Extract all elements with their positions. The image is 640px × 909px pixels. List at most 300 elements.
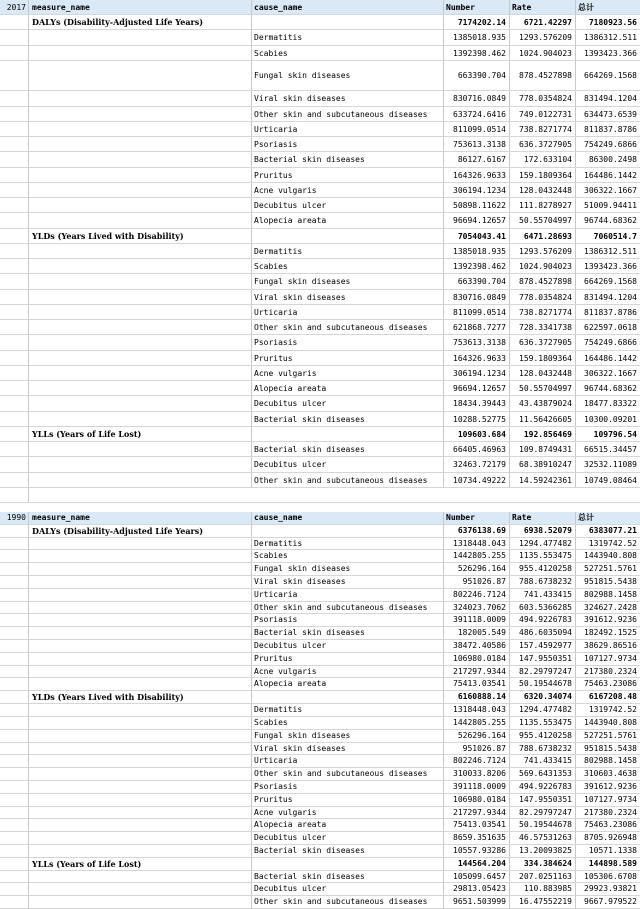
total-cell[interactable]: 527251.5761 — [575, 563, 640, 575]
number-cell[interactable]: 105099.6457 — [443, 871, 509, 883]
cause-name-cell[interactable]: Other skin and subcutaneous diseases — [251, 768, 443, 780]
year-cell[interactable] — [0, 576, 29, 588]
number-header[interactable]: Number — [443, 0, 509, 14]
total-cell[interactable]: 391612.9236 — [575, 781, 640, 793]
cause-name-cell[interactable]: Decubitus ulcer — [251, 832, 443, 844]
number-cell[interactable]: 6160888.14 — [443, 691, 509, 703]
rate-cell[interactable]: 111.8278927 — [509, 198, 575, 212]
year-cell[interactable] — [0, 396, 29, 410]
year-cell[interactable] — [0, 768, 29, 780]
rate-header[interactable]: Rate — [509, 0, 575, 14]
rate-cell[interactable]: 13.20093825 — [509, 845, 575, 857]
year-cell[interactable] — [0, 244, 29, 258]
number-cell[interactable]: 1392398.462 — [443, 259, 509, 273]
total-cell[interactable]: 6167208.48 — [575, 691, 640, 703]
number-cell[interactable]: 9651.503999 — [443, 896, 509, 908]
rate-cell[interactable]: 778.0354824 — [509, 290, 575, 304]
number-cell[interactable]: 526296.164 — [443, 730, 509, 742]
year-cell[interactable] — [0, 883, 29, 895]
rate-cell[interactable]: 636.3727905 — [509, 335, 575, 349]
cause-name-cell[interactable]: Psoriasis — [251, 335, 443, 349]
number-cell[interactable]: 10557.93286 — [443, 845, 509, 857]
total-cell[interactable]: 811837.8786 — [575, 305, 640, 319]
number-cell[interactable]: 802246.7124 — [443, 589, 509, 601]
total-cell[interactable]: 1443940.808 — [575, 717, 640, 729]
rate-cell[interactable]: 1135.553475 — [509, 717, 575, 729]
total-cell[interactable]: 10571.1338 — [575, 845, 640, 857]
year-cell[interactable] — [0, 627, 29, 639]
rate-cell[interactable]: 1293.576209 — [509, 30, 575, 44]
total-cell[interactable]: 324627.2428 — [575, 602, 640, 614]
year-cell[interactable] — [0, 61, 29, 90]
year-cell[interactable] — [0, 832, 29, 844]
cause-name-cell[interactable]: Acne vulgaris — [251, 807, 443, 819]
year-cell[interactable] — [0, 137, 29, 151]
rate-cell[interactable]: 494.9226783 — [509, 781, 575, 793]
rate-cell[interactable]: 636.3727905 — [509, 137, 575, 151]
year-cell[interactable] — [0, 412, 29, 426]
year-cell[interactable] — [0, 794, 29, 806]
cause-name-cell[interactable]: Fungal skin diseases — [251, 730, 443, 742]
year-cell[interactable] — [0, 704, 29, 716]
total-cell[interactable]: 217380.2324 — [575, 666, 640, 678]
year-cell[interactable] — [0, 335, 29, 349]
year-cell[interactable] — [0, 366, 29, 380]
cause-cell[interactable] — [251, 15, 443, 29]
cause-cell[interactable] — [251, 858, 443, 870]
rate-cell[interactable]: 6938.52079 — [509, 525, 575, 537]
number-cell[interactable]: 1318448.043 — [443, 538, 509, 550]
cause-name-cell[interactable]: Fungal skin diseases — [251, 61, 443, 90]
cause-name-cell[interactable]: Bacterial skin diseases — [251, 412, 443, 426]
total-cell[interactable]: 107127.9734 — [575, 653, 640, 665]
number-cell[interactable]: 306194.1234 — [443, 183, 509, 197]
total-cell[interactable]: 86300.2498 — [575, 152, 640, 166]
year-cell[interactable] — [0, 488, 29, 502]
total-cell[interactable]: 664269.1568 — [575, 274, 640, 288]
total-cell[interactable]: 951815.5438 — [575, 743, 640, 755]
rate-cell[interactable]: 738.8271774 — [509, 305, 575, 319]
cause-name-cell[interactable]: Psoriasis — [251, 614, 443, 626]
year-cell[interactable] — [0, 213, 29, 227]
rate-cell[interactable]: 1294.477482 — [509, 538, 575, 550]
year-cell[interactable] — [0, 381, 29, 395]
cause-name-cell[interactable]: Scabies — [251, 550, 443, 562]
year-cell[interactable] — [0, 563, 29, 575]
rate-cell[interactable]: 334.384624 — [509, 858, 575, 870]
year-cell[interactable] — [0, 305, 29, 319]
cause-name-cell[interactable]: Pruritus — [251, 794, 443, 806]
cause-name-cell[interactable]: Bacterial skin diseases — [251, 845, 443, 857]
cause-name-cell[interactable]: Acne vulgaris — [251, 366, 443, 380]
total-cell[interactable]: 1443940.808 — [575, 550, 640, 562]
total-cell[interactable]: 32532.11089 — [575, 457, 640, 471]
rate-cell[interactable]: 82.29797247 — [509, 807, 575, 819]
total-cell[interactable]: 306322.1667 — [575, 366, 640, 380]
rate-cell[interactable]: 486.6035094 — [509, 627, 575, 639]
year-cell[interactable] — [0, 107, 29, 121]
year-cell[interactable] — [0, 30, 29, 44]
year-cell[interactable] — [0, 274, 29, 288]
total-cell[interactable]: 622597.0618 — [575, 320, 640, 334]
rate-cell[interactable]: 738.8271774 — [509, 122, 575, 136]
year-cell[interactable] — [0, 653, 29, 665]
measure-header[interactable]: measure_name — [32, 3, 90, 12]
cause-name-cell[interactable]: Alopecia areata — [251, 381, 443, 395]
rate-cell[interactable]: 207.0251163 — [509, 871, 575, 883]
rate-cell[interactable]: 50.55704997 — [509, 213, 575, 227]
cause-name-cell[interactable]: Alopecia areata — [251, 819, 443, 831]
year-cell[interactable] — [0, 538, 29, 550]
year-cell[interactable] — [0, 678, 29, 690]
number-cell[interactable]: 830716.0849 — [443, 290, 509, 304]
rate-cell[interactable]: 6721.42297 — [509, 15, 575, 29]
total-cell[interactable]: 164486.1442 — [575, 351, 640, 365]
year-cell[interactable] — [0, 550, 29, 562]
rate-cell[interactable]: 50.55704997 — [509, 381, 575, 395]
cause-name-cell[interactable]: Psoriasis — [251, 137, 443, 151]
cause-header[interactable]: cause_name — [251, 0, 443, 14]
number-cell[interactable]: 66405.46963 — [443, 442, 509, 456]
total-cell[interactable]: 182492.1525 — [575, 627, 640, 639]
rate-cell[interactable]: 46.57531263 — [509, 832, 575, 844]
total-cell[interactable]: 75463.23086 — [575, 678, 640, 690]
rate-cell[interactable]: 50.19544678 — [509, 819, 575, 831]
rate-cell[interactable]: 109.8749431 — [509, 442, 575, 456]
cause-name-cell[interactable]: Other skin and subcutaneous diseases — [251, 320, 443, 334]
total-cell[interactable]: 831494.1204 — [575, 91, 640, 105]
number-cell[interactable]: 830716.0849 — [443, 91, 509, 105]
number-cell[interactable]: 1385018.935 — [443, 244, 509, 258]
year-cell[interactable] — [0, 168, 29, 182]
total-cell[interactable]: 1393423.366 — [575, 46, 640, 60]
number-cell[interactable]: 1392398.462 — [443, 46, 509, 60]
year-cell[interactable] — [0, 320, 29, 334]
number-cell[interactable]: 621868.7277 — [443, 320, 509, 334]
number-cell[interactable]: 1385018.935 — [443, 30, 509, 44]
total-cell[interactable]: 951815.5438 — [575, 576, 640, 588]
year-cell[interactable] — [0, 229, 29, 243]
number-cell[interactable]: 753613.3138 — [443, 335, 509, 349]
rate-cell[interactable]: 82.29797247 — [509, 666, 575, 678]
total-cell[interactable]: 107127.9734 — [575, 794, 640, 806]
rate-cell[interactable]: 603.5366285 — [509, 602, 575, 614]
total-cell[interactable]: 1319742.52 — [575, 538, 640, 550]
cause-name-cell[interactable]: Alopecia areata — [251, 213, 443, 227]
cause-name-cell[interactable]: Psoriasis — [251, 781, 443, 793]
number-cell[interactable]: 38472.40586 — [443, 640, 509, 652]
cause-name-cell[interactable]: Decubitus ulcer — [251, 883, 443, 895]
cause-name-cell[interactable]: Bacterial skin diseases — [251, 152, 443, 166]
year-cell[interactable] — [0, 525, 29, 537]
total-cell[interactable]: 1319742.52 — [575, 704, 640, 716]
measure-name-cell[interactable]: DALYs (Disability-Adjusted Life Years) — [32, 17, 204, 28]
number-cell[interactable]: 391118.0009 — [443, 614, 509, 626]
number-cell[interactable]: 951026.87 — [443, 576, 509, 588]
number-cell[interactable]: 86127.6167 — [443, 152, 509, 166]
number-cell[interactable]: 10734.49222 — [443, 473, 509, 487]
number-cell[interactable]: 1442805.255 — [443, 717, 509, 729]
rate-cell[interactable]: 1294.477482 — [509, 704, 575, 716]
total-cell[interactable]: 10749.08464 — [575, 473, 640, 487]
cause-name-cell[interactable]: Bacterial skin diseases — [251, 442, 443, 456]
number-cell[interactable]: 96694.12657 — [443, 381, 509, 395]
year-cell[interactable] — [0, 351, 29, 365]
total-cell[interactable]: 164486.1442 — [575, 168, 640, 182]
rate-cell[interactable]: 1024.904023 — [509, 259, 575, 273]
rate-cell[interactable]: 878.4527898 — [509, 61, 575, 90]
number-cell[interactable]: 75413.03541 — [443, 819, 509, 831]
year-cell[interactable] — [0, 91, 29, 105]
number-cell[interactable]: 164326.9633 — [443, 351, 509, 365]
total-cell[interactable]: 1386312.511 — [575, 244, 640, 258]
cause-name-cell[interactable]: Viral skin diseases — [251, 91, 443, 105]
rate-cell[interactable]: 6471.28693 — [509, 229, 575, 243]
cause-name-cell[interactable]: Decubitus ulcer — [251, 198, 443, 212]
number-cell[interactable]: 802246.7124 — [443, 755, 509, 767]
rate-cell[interactable]: 159.1809364 — [509, 351, 575, 365]
total-cell[interactable]: 1393423.366 — [575, 259, 640, 273]
number-cell[interactable]: 324023.7062 — [443, 602, 509, 614]
total-cell[interactable]: 29923.93821 — [575, 883, 640, 895]
cause-cell[interactable] — [251, 691, 443, 703]
cause-name-cell[interactable]: Dermatitis — [251, 244, 443, 258]
number-cell[interactable]: 306194.1234 — [443, 366, 509, 380]
rate-cell[interactable]: 494.9226783 — [509, 614, 575, 626]
year-cell[interactable] — [0, 691, 29, 703]
number-cell[interactable]: 391118.0009 — [443, 781, 509, 793]
number-cell[interactable]: 7174202.14 — [443, 15, 509, 29]
rate-cell[interactable]: 569.6431353 — [509, 768, 575, 780]
number-cell[interactable]: 7054043.41 — [443, 229, 509, 243]
rate-cell[interactable]: 6320.34074 — [509, 691, 575, 703]
cause-name-cell[interactable]: Urticaria — [251, 755, 443, 767]
year-cell[interactable] — [0, 781, 29, 793]
year-cell[interactable] — [0, 290, 29, 304]
measure-header[interactable]: measure_name — [32, 513, 90, 522]
number-cell[interactable]: 663390.704 — [443, 61, 509, 90]
rate-cell[interactable]: 955.4120258 — [509, 563, 575, 575]
rate-cell[interactable]: 192.856469 — [509, 427, 575, 441]
measure-name-cell[interactable]: YLDs (Years Lived with Disability) — [32, 230, 184, 241]
total-cell[interactable]: 634473.6539 — [575, 107, 640, 121]
rate-cell[interactable]: 16.47552219 — [509, 896, 575, 908]
total-cell[interactable]: 831494.1204 — [575, 290, 640, 304]
cause-name-cell[interactable]: Other skin and subcutaneous diseases — [251, 602, 443, 614]
number-cell[interactable]: 96694.12657 — [443, 213, 509, 227]
rate-cell[interactable]: 157.4592977 — [509, 640, 575, 652]
number-cell[interactable]: 50898.11622 — [443, 198, 509, 212]
year-cell[interactable] — [0, 614, 29, 626]
rate-cell[interactable]: 159.1809364 — [509, 168, 575, 182]
total-cell[interactable]: 96744.68362 — [575, 381, 640, 395]
rate-cell[interactable]: 14.59242361 — [509, 473, 575, 487]
rate-cell[interactable]: 1024.904023 — [509, 46, 575, 60]
rate-cell[interactable]: 741.433415 — [509, 589, 575, 601]
total-cell[interactable]: 66515.34457 — [575, 442, 640, 456]
measure-name-cell[interactable]: YLLs (Years of Life Lost) — [32, 858, 142, 869]
total-cell[interactable]: 51009.94411 — [575, 198, 640, 212]
measure-name-cell[interactable]: YLDs (Years Lived with Disability) — [32, 692, 184, 703]
year-cell[interactable] — [0, 602, 29, 614]
rate-cell[interactable]: 128.0432448 — [509, 366, 575, 380]
total-cell[interactable]: 664269.1568 — [575, 61, 640, 90]
rate-cell[interactable]: 788.6738232 — [509, 743, 575, 755]
rate-cell[interactable]: 43.43879024 — [509, 396, 575, 410]
cause-name-cell[interactable]: Bacterial skin diseases — [251, 627, 443, 639]
cause-name-cell[interactable]: Scabies — [251, 46, 443, 60]
cause-name-cell[interactable]: Fungal skin diseases — [251, 274, 443, 288]
number-cell[interactable]: 663390.704 — [443, 274, 509, 288]
number-cell[interactable]: 144564.204 — [443, 858, 509, 870]
cause-name-cell[interactable]: Other skin and subcutaneous diseases — [251, 896, 443, 908]
year-cell[interactable] — [0, 640, 29, 652]
number-cell[interactable]: 526296.164 — [443, 563, 509, 575]
year-cell[interactable] — [0, 743, 29, 755]
total-cell[interactable]: 144898.589 — [575, 858, 640, 870]
rate-cell[interactable]: 788.6738232 — [509, 576, 575, 588]
total-cell[interactable]: 75463.23086 — [575, 819, 640, 831]
year-cell[interactable] — [0, 46, 29, 60]
year-cell[interactable] — [0, 183, 29, 197]
cause-name-cell[interactable]: Urticaria — [251, 122, 443, 136]
year-cell[interactable] — [0, 589, 29, 601]
rate-cell[interactable]: 68.38910247 — [509, 457, 575, 471]
rate-cell[interactable]: 1293.576209 — [509, 244, 575, 258]
year-cell[interactable] — [0, 15, 29, 29]
year-cell[interactable] — [0, 819, 29, 831]
rate-cell[interactable]: 147.9550351 — [509, 653, 575, 665]
number-cell[interactable]: 753613.3138 — [443, 137, 509, 151]
cause-name-cell[interactable]: Viral skin diseases — [251, 576, 443, 588]
total-cell[interactable]: 38629.86516 — [575, 640, 640, 652]
cause-name-cell[interactable]: Other skin and subcutaneous diseases — [251, 473, 443, 487]
number-cell[interactable]: 10288.52775 — [443, 412, 509, 426]
rate-cell[interactable]: 878.4527898 — [509, 274, 575, 288]
number-cell[interactable]: 6376138.69 — [443, 525, 509, 537]
year-cell[interactable] — [0, 152, 29, 166]
cause-name-cell[interactable]: Dermatitis — [251, 704, 443, 716]
year-cell[interactable] — [0, 807, 29, 819]
cause-name-cell[interactable]: Urticaria — [251, 305, 443, 319]
rate-cell[interactable]: 128.0432448 — [509, 183, 575, 197]
total-cell[interactable]: 10300.09201 — [575, 412, 640, 426]
cause-name-cell[interactable]: Decubitus ulcer — [251, 640, 443, 652]
total-cell[interactable]: 7060514.7 — [575, 229, 640, 243]
total-cell[interactable]: 7180923.56 — [575, 15, 640, 29]
year-cell[interactable] — [0, 259, 29, 273]
year-cell[interactable] — [0, 427, 29, 441]
total-cell[interactable]: 109796.54 — [575, 427, 640, 441]
total-cell[interactable]: 18477.83322 — [575, 396, 640, 410]
year-cell[interactable] — [0, 122, 29, 136]
total-cell[interactable]: 527251.5761 — [575, 730, 640, 742]
rate-cell[interactable]: 110.883985 — [509, 883, 575, 895]
cause-name-cell[interactable]: Dermatitis — [251, 538, 443, 550]
cause-name-cell[interactable]: Decubitus ulcer — [251, 396, 443, 410]
cause-name-cell[interactable]: Pruritus — [251, 168, 443, 182]
cause-name-cell[interactable]: Alopecia areata — [251, 678, 443, 690]
cause-name-cell[interactable]: Acne vulgaris — [251, 666, 443, 678]
measure-name-cell[interactable]: DALYs (Disability-Adjusted Life Years) — [32, 525, 204, 536]
number-cell[interactable]: 310033.8206 — [443, 768, 509, 780]
number-cell[interactable]: 32463.72179 — [443, 457, 509, 471]
cause-name-cell[interactable]: Other skin and subcutaneous diseases — [251, 107, 443, 121]
rate-cell[interactable]: 741.433415 — [509, 755, 575, 767]
year-cell[interactable] — [0, 457, 29, 471]
year-cell[interactable] — [0, 442, 29, 456]
number-cell[interactable]: 164326.9633 — [443, 168, 509, 182]
rate-cell[interactable]: 172.633104 — [509, 152, 575, 166]
number-cell[interactable]: 217297.9344 — [443, 666, 509, 678]
cause-cell[interactable] — [251, 427, 443, 441]
cause-name-cell[interactable]: Bacterial skin diseases — [251, 871, 443, 883]
number-cell[interactable]: 811099.0514 — [443, 305, 509, 319]
rate-cell[interactable]: 778.0354824 — [509, 91, 575, 105]
cause-cell[interactable] — [251, 525, 443, 537]
number-cell[interactable]: 811099.0514 — [443, 122, 509, 136]
number-cell[interactable]: 106980.0184 — [443, 653, 509, 665]
number-cell[interactable]: 1318448.043 — [443, 704, 509, 716]
cause-name-cell[interactable]: Pruritus — [251, 351, 443, 365]
cause-name-cell[interactable]: Decubitus ulcer — [251, 457, 443, 471]
cause-name-cell[interactable]: Viral skin diseases — [251, 290, 443, 304]
rate-cell[interactable]: 1135.553475 — [509, 550, 575, 562]
number-cell[interactable]: 182005.549 — [443, 627, 509, 639]
year-cell[interactable] — [0, 666, 29, 678]
number-cell[interactable]: 633724.6416 — [443, 107, 509, 121]
total-cell[interactable]: 9667.979522 — [575, 896, 640, 908]
rate-cell[interactable]: 11.56426605 — [509, 412, 575, 426]
year-cell[interactable]: 2017 — [0, 0, 29, 14]
rate-cell[interactable]: 147.9550351 — [509, 794, 575, 806]
cause-name-cell[interactable]: Viral skin diseases — [251, 743, 443, 755]
year-cell[interactable] — [0, 473, 29, 487]
total-cell[interactable]: 96744.68362 — [575, 213, 640, 227]
number-header[interactable]: Number — [443, 512, 509, 524]
year-cell[interactable] — [0, 858, 29, 870]
number-cell[interactable]: 109603.684 — [443, 427, 509, 441]
total-cell[interactable]: 310603.4638 — [575, 768, 640, 780]
cause-header[interactable]: cause_name — [251, 512, 443, 524]
measure-name-cell[interactable]: YLLs (Years of Life Lost) — [32, 428, 142, 439]
rate-cell[interactable]: 955.4120258 — [509, 730, 575, 742]
cause-name-cell[interactable]: Acne vulgaris — [251, 183, 443, 197]
total-header[interactable]: 总计 — [575, 0, 640, 14]
rate-cell[interactable]: 728.3341738 — [509, 320, 575, 334]
cause-name-cell[interactable]: Urticaria — [251, 589, 443, 601]
total-header[interactable]: 总计 — [575, 512, 640, 524]
number-cell[interactable]: 951026.87 — [443, 743, 509, 755]
total-cell[interactable]: 811837.8786 — [575, 122, 640, 136]
number-cell[interactable]: 18434.39443 — [443, 396, 509, 410]
year-cell[interactable] — [0, 896, 29, 908]
total-cell[interactable]: 306322.1667 — [575, 183, 640, 197]
total-cell[interactable]: 217380.2324 — [575, 807, 640, 819]
cause-cell[interactable] — [251, 229, 443, 243]
year-cell[interactable] — [0, 845, 29, 857]
cause-name-cell[interactable]: Pruritus — [251, 653, 443, 665]
cause-name-cell[interactable]: Scabies — [251, 259, 443, 273]
number-cell[interactable]: 1442805.255 — [443, 550, 509, 562]
total-cell[interactable]: 802988.1458 — [575, 589, 640, 601]
cause-name-cell[interactable]: Dermatitis — [251, 30, 443, 44]
total-cell[interactable]: 754249.6866 — [575, 335, 640, 349]
number-cell[interactable]: 75413.03541 — [443, 678, 509, 690]
year-cell[interactable] — [0, 730, 29, 742]
year-cell[interactable] — [0, 717, 29, 729]
rate-cell[interactable]: 749.0122731 — [509, 107, 575, 121]
